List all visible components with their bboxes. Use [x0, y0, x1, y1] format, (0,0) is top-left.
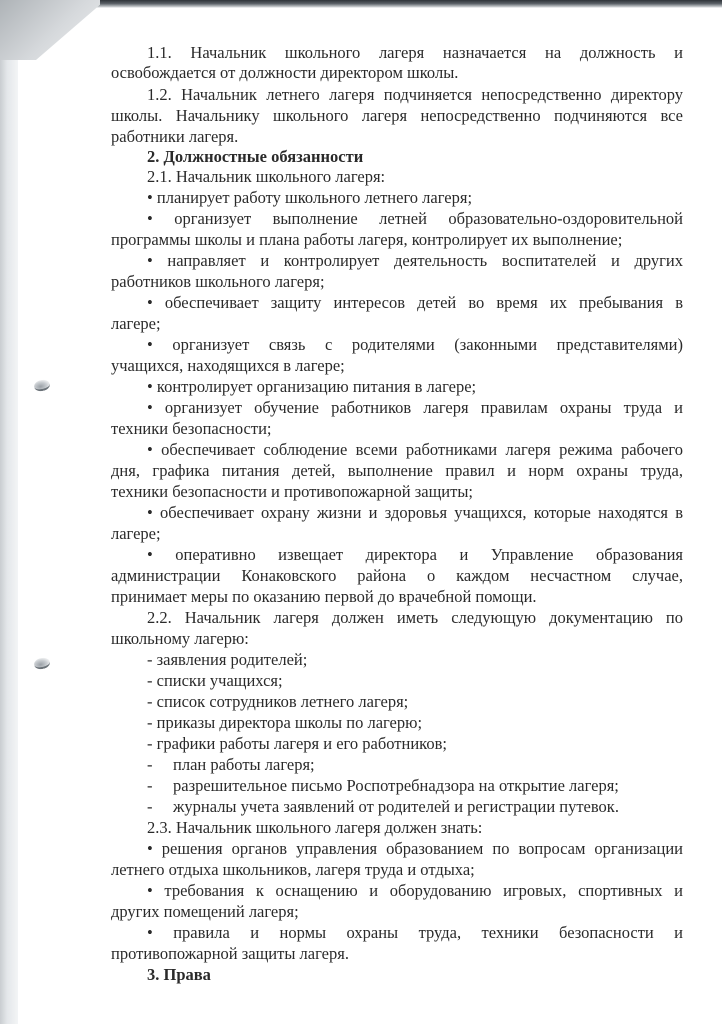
list-item-continuation: других помещений лагеря;	[111, 902, 299, 921]
section-heading: 2. Должностные обязанности	[147, 147, 364, 166]
list-item: • правила и нормы охраны труда, техники безопасности и	[147, 923, 683, 942]
list-item: • обеспечивает защиту интересов детей во время их пребывания в	[147, 293, 683, 312]
paragraph-line: 2.3. Начальник школьного лагеря должен знать:	[147, 818, 483, 837]
list-item-continuation: принимает меры по оказанию первой до врачебной помощи.	[111, 587, 537, 606]
document-list-item: - приказы директора школы по лагерю;	[147, 713, 423, 732]
document-list-item	[147, 755, 683, 775]
paragraph-line: 1.1. Начальник школьного лагеря назначается на должность и	[147, 43, 683, 62]
document-list-item: - графики работы лагеря и его работников;	[147, 734, 447, 753]
paragraph-line: школьному лагерю:	[111, 629, 249, 648]
dash-marker: -	[147, 797, 153, 816]
dash-marker: -	[147, 776, 153, 795]
paragraph-line: работники лагеря.	[111, 127, 239, 146]
list-item: • направляет и контролирует деятельность воспитателей и других	[147, 251, 683, 270]
list-item-text: разрешительное письмо Роспотребнадзора на открытие лагеря;	[173, 776, 619, 795]
document-list-item: - заявления родителей;	[147, 650, 308, 669]
list-item-continuation: программы школы и плана работы лагеря, контролирует их выполнение;	[111, 230, 623, 249]
list-item: • организует обучение работников лагеря правилам охраны труда и	[147, 398, 683, 417]
list-item-continuation: летнего отдыха школьников, лагеря труда и отдыха;	[111, 860, 475, 879]
list-item-continuation: работников школьного лагеря;	[111, 272, 325, 291]
list-item-continuation: учащихся, находящихся в лагере;	[111, 356, 345, 375]
list-item: • обеспечивает охрану жизни и здоровья учащихся, которые находятся в	[147, 503, 683, 522]
list-item-continuation: техники безопасности;	[111, 419, 272, 438]
list-item: • организует связь с родителями (законными представителями)	[147, 335, 683, 354]
list-item: • контролирует организацию питания в лагере;	[147, 377, 477, 396]
list-item: • оперативно извещает директора и Управление образования	[147, 545, 683, 564]
paragraph-line: 2.1. Начальник школьного лагеря:	[147, 167, 386, 186]
list-item-text: план работы лагеря;	[173, 755, 315, 774]
list-item-continuation: противопожарной защиты лагеря.	[111, 944, 349, 963]
list-item: • организует выполнение летней образовательно-оздоровительной	[147, 209, 683, 228]
list-item: • планирует работу школьного летнего лагеря;	[147, 188, 473, 207]
list-item: • решения органов управления образованием по вопросам организации	[147, 839, 683, 858]
document-list-item: - списки учащихся;	[147, 671, 283, 690]
list-item: • требования к оснащению и оборудованию игровых, спортивных и	[147, 881, 683, 900]
section-heading: 3. Права	[147, 965, 211, 984]
document-list-item	[147, 776, 683, 796]
list-item-continuation: техники безопасности и противопожарной защиты;	[111, 482, 474, 501]
list-item-continuation: администрации Конаковского района о каждом несчастном случае,	[111, 566, 683, 585]
paragraph-line: освобождается от должности директором школы.	[111, 63, 459, 82]
dash-marker: -	[147, 755, 153, 774]
paragraph-line: 1.2. Начальник летнего лагеря подчиняется непосредственно директору	[147, 85, 683, 104]
list-item: • обеспечивает соблюдение всеми работниками лагеря режима рабочего	[147, 440, 683, 459]
document-list-item: - список сотрудников летнего лагеря;	[147, 692, 409, 711]
list-item-continuation: лагере;	[111, 314, 161, 333]
list-item-continuation: дня, графика питания детей, выполнение правил и норм охраны труда,	[111, 461, 683, 480]
list-item-text: журналы учета заявлений от родителей и регистрации путевок.	[173, 797, 619, 816]
list-item-continuation: лагере;	[111, 524, 161, 543]
document-list-item	[147, 797, 683, 817]
paragraph-line: 2.2. Начальник лагеря должен иметь следующую документацию по	[147, 608, 683, 627]
paragraph-line: школы. Начальнику школьного лагеря непосредственно подчиняются все	[111, 106, 683, 125]
